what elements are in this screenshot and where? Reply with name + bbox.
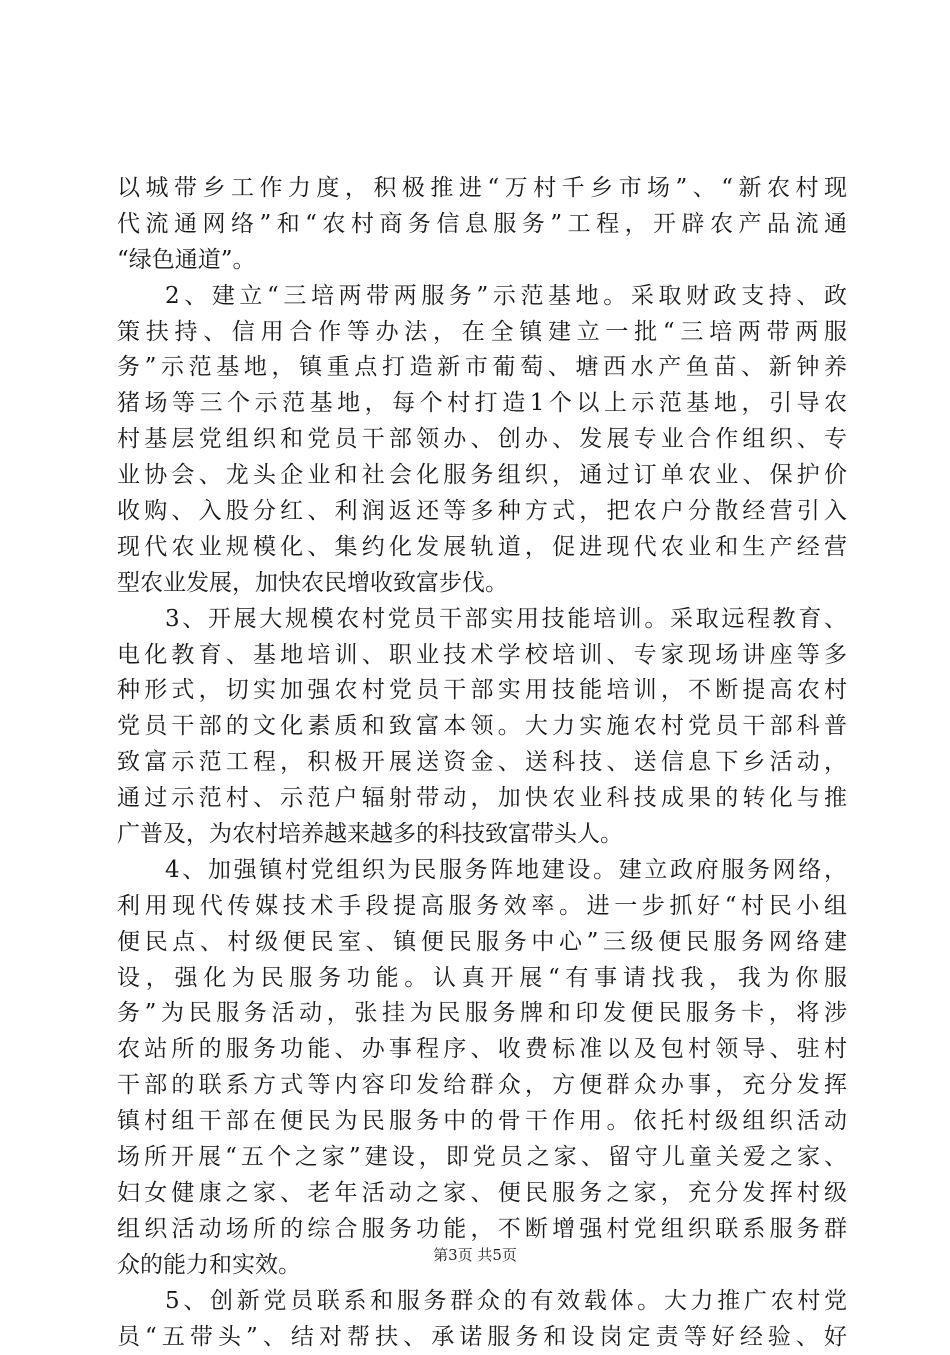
text-line: 代流通网络”和“农村商务信息服务”工程，开辟农产品流通 [117, 207, 847, 243]
text-line: 干部的联系方式等内容印发给群众，方便群众办事，充分发挥 [117, 1068, 847, 1104]
text-line: 党员干部的文化素质和致富本领。大力实施农村党员干部科普 [117, 709, 847, 745]
paragraph-first-line: 2、建立“三培两带两服务”示范基地。采取财政支持、政 [117, 279, 847, 315]
paragraph-first-line: 5、创新党员联系和服务群众的有效载体。大力推广农村党 [117, 1284, 847, 1320]
document-body [117, 171, 847, 1355]
text-line: 现代农业规模化、集约化发展轨道，促进现代农业和生产经营 [117, 530, 847, 566]
text-line: 广普及，为农村培养越来越多的科技致富带头人。 [117, 817, 847, 853]
text-line: 通过示范村、示范户辐射带动，加快农业科技成果的转化与推 [117, 781, 847, 817]
text-line: 妇女健康之家、老年活动之家、便民服务之家，充分发挥村级 [117, 1176, 847, 1212]
text-line: 型农业发展，加快农民增收致富步伐。 [117, 566, 847, 602]
text-line: 以城带乡工作力度，积极推进“万村千乡市场”、“新农村现 [117, 171, 847, 207]
text-line: 猪场等三个示范基地，每个村打造1个以上示范基地，引导农 [117, 386, 847, 422]
text-line: 策扶持、信用合作等办法，在全镇建立一批“三培两带两服 [117, 315, 847, 351]
text-line: 致富示范工程，积极开展送资金、送科技、送信息下乡活动， [117, 745, 847, 781]
page-footer: 第3页 共5页 [0, 1245, 950, 1265]
text-line: 众的能力和实效。 [117, 1248, 847, 1284]
text-line: 员“五带头”、结对帮扶、承诺服务和设岗定责等好经验、好 [117, 1320, 847, 1355]
text-line: 场所开展“五个之家”建设，即党员之家、留守儿童关爱之家、 [117, 1140, 847, 1176]
text-line: 务”示范基地，镇重点打造新市葡萄、塘西水产鱼苗、新钟养 [117, 350, 847, 386]
text-line: 设，强化为民服务功能。认真开展“有事请找我，我为你服 [117, 961, 847, 997]
text-line: 利用现代传媒技术手段提高服务效率。进一步抓好“村民小组 [117, 889, 847, 925]
text-line: 镇村组干部在便民为民服务中的骨干作用。依托村级组织活动 [117, 1104, 847, 1140]
text-line: 便民点、村级便民室、镇便民服务中心”三级便民服务网络建 [117, 925, 847, 961]
text-line: 组织活动场所的综合服务功能，不断增强村党组织联系服务群 [117, 1212, 847, 1248]
paragraph-first-line: 3、开展大规模农村党员干部实用技能培训。采取远程教育、 [117, 602, 847, 638]
text-line: 务”为民服务活动，张挂为民服务牌和印发便民服务卡，将涉 [117, 996, 847, 1032]
text-line: 种形式，切实加强农村党员干部实用技能培训，不断提高农村 [117, 673, 847, 709]
text-line: 业协会、龙头企业和社会化服务组织，通过订单农业、保护价 [117, 458, 847, 494]
text-line: “绿色通道”。 [117, 243, 847, 279]
text-line: 收购、入股分红、利润返还等多种方式，把农户分散经营引入 [117, 494, 847, 530]
text-line: 农站所的服务功能、办事程序、收费标准以及包村领导、驻村 [117, 1032, 847, 1068]
text-line: 村基层党组织和党员干部领办、创办、发展专业合作组织、专 [117, 422, 847, 458]
paragraph-first-line: 4、加强镇村党组织为民服务阵地建设。建立政府服务网络， [117, 853, 847, 889]
text-line: 电化教育、基地培训、职业技术学校培训、专家现场讲座等多 [117, 638, 847, 674]
